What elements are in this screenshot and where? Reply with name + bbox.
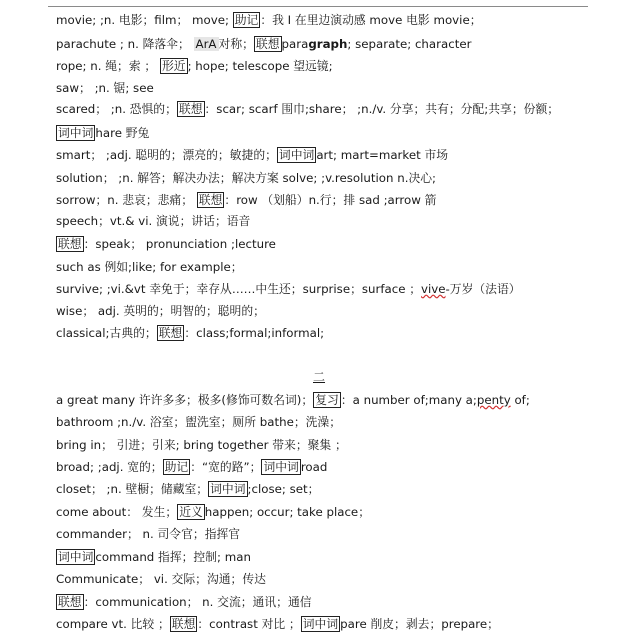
entry-text: ; separate; character [347, 37, 472, 51]
entry-text: broad; ;adj. 宽的； [56, 460, 163, 474]
mnemonic-tag: 联想 [255, 37, 280, 51]
entry-text: Communicate； vi. 交际；沟通；传达 [56, 572, 266, 586]
entry-text: ;n. 电影；film； move; [96, 13, 233, 27]
vocab-line [56, 101, 559, 117]
vocab-line [56, 414, 341, 430]
mnemonic-tag: 词中词 [58, 550, 94, 564]
vocab-line [56, 571, 266, 587]
entry-text: ;close; set； [247, 482, 320, 496]
entry-text: ：scar; scarf 围巾;share； ;n./v. 分享；共有；分配;共享；份额； [204, 102, 560, 116]
entry-text: sorrow；n. 悲哀；悲痛； [56, 193, 197, 207]
mnemonic-tag: 词中词 [263, 460, 299, 474]
mnemonic-tag: 联想 [58, 595, 82, 609]
entry-text: ：“宽的路”； [190, 460, 262, 474]
entry-text: scared； ;n. 恐惧的； [56, 102, 177, 116]
entry-text: of; [510, 393, 530, 407]
entry-text: ：row （划船）n.行；排 sad ;arrow 箭 [224, 193, 437, 207]
entry-text: -万岁（法语） [445, 282, 521, 296]
entry-text: movie; [56, 13, 97, 27]
vocab-line [56, 213, 250, 229]
entry-text: speech；vt.& vi. 演说；讲话；语音 [56, 214, 251, 228]
vocab-line [56, 147, 448, 163]
underlined-text: penty [476, 393, 511, 407]
vocab-line [56, 459, 327, 475]
entry-text: classical;古典的； [56, 326, 157, 340]
vocab-line [56, 549, 251, 565]
entry-text: closet； ;n. 壁橱；储藏室； [56, 482, 209, 496]
entry-text: come about： 发生； [56, 505, 178, 519]
entry-text: parachute [56, 37, 117, 51]
entry-text: ：contrast 对比 ； [197, 617, 301, 631]
vocab-line [56, 259, 243, 275]
entry-text: wise； adj. 英明的；明智的；聪明的； [56, 304, 265, 318]
vocab-line [56, 616, 499, 632]
mnemonic-tag: 词中词 [58, 126, 94, 140]
entry-text: ：speak； pronunciation ;lecture [83, 237, 276, 251]
entry-text: art; mart=market 市场 [316, 148, 449, 162]
vocab-line [56, 594, 312, 610]
entry-text: 对称； [218, 37, 254, 51]
entry-text: ; hope; telescope 望远镜; [187, 59, 333, 73]
entry-text: bathroom ;n./v. 浴室；盥洗室；厕所 bathe；洗澡； [56, 415, 342, 429]
mnemonic-tag: 形近 [161, 59, 186, 73]
mnemonic-tag: 联想 [198, 193, 223, 207]
vocab-line [56, 303, 265, 319]
mnemonic-tag: 联想 [171, 617, 196, 631]
vocab-line [56, 526, 240, 542]
vocab-line [56, 192, 436, 208]
vocab-line [56, 58, 333, 74]
entry-text: ; n. 降落伞； [116, 37, 194, 51]
mnemonic-tag: 联想 [178, 102, 203, 116]
entry-text: pare 削皮；剥去；prepare； [340, 617, 499, 631]
mnemonic-tag: 复习 [315, 393, 339, 407]
mnemonic-tag: 词中词 [302, 617, 339, 631]
vocab-line [56, 504, 370, 520]
mnemonic-tag: 助记 [234, 13, 259, 27]
mnemonic-tag: 联想 [158, 326, 183, 340]
entry-text: rope; n. 绳；索 ； [56, 59, 160, 73]
vocab-line [56, 392, 530, 408]
entry-text: ：class;formal;informal; [184, 326, 325, 340]
vocab-line [56, 36, 471, 52]
entry-text: hare 野兔 [95, 126, 150, 140]
entry-text: para [281, 37, 309, 51]
entry-text: smart； ;adj. 聪明的；漂亮的；敏捷的； [56, 148, 277, 162]
entry-text: bring in； 引进；引来; bring together 带来；聚集 ； [56, 438, 347, 452]
entry-text: ：communication； n. 交流；通讯；通信 [83, 595, 312, 609]
vocab-line [56, 236, 276, 252]
vocab-line [56, 125, 149, 141]
vocab-line [56, 325, 324, 341]
highlighted-text: ArA [195, 37, 217, 51]
entry-text: command 指挥；控制; man [95, 550, 251, 564]
entry-text: solution； ;n. 解答；解决办法；解决方案 solve; ;v.resolution n.决心; [56, 171, 437, 185]
entry-text: happen; occur; take place； [204, 505, 370, 519]
mnemonic-tag: 近义 [179, 505, 203, 519]
header-rule [48, 6, 588, 7]
mnemonic-tag: 助记 [164, 460, 189, 474]
vocab-line [56, 12, 482, 28]
entry-text: saw； ;n. 锯; see [56, 81, 154, 95]
entry-text: survive; ;vi.&vt 幸免于；幸存从……中生还；surprise；surface ； [56, 282, 422, 296]
entry-text: compare vt. 比较 ； [56, 617, 170, 631]
vocab-line [56, 481, 319, 497]
entry-text: ：我 I 在里边演动感 move 电影 movie； [260, 13, 482, 27]
mnemonic-tag: 联想 [58, 237, 82, 251]
entry-text: commander； n. 司令官；指挥官 [56, 527, 241, 541]
section-number: 二 [313, 370, 326, 384]
mnemonic-tag: 词中词 [278, 148, 315, 162]
vocab-line [56, 170, 436, 186]
entry-text: a great many 许许多多；极多(修饰可数名词)； [56, 393, 314, 407]
entry-text: ：a number of;many a; [340, 393, 477, 407]
entry-text: road [300, 460, 328, 474]
entry-text: such as 例如;like; for example； [56, 260, 243, 274]
vocab-line [56, 437, 347, 453]
vocab-line [56, 80, 154, 96]
bold-text: graph [308, 37, 348, 51]
underlined-text: vive [421, 282, 446, 296]
mnemonic-tag: 词中词 [210, 482, 246, 496]
vocab-line [56, 281, 521, 297]
